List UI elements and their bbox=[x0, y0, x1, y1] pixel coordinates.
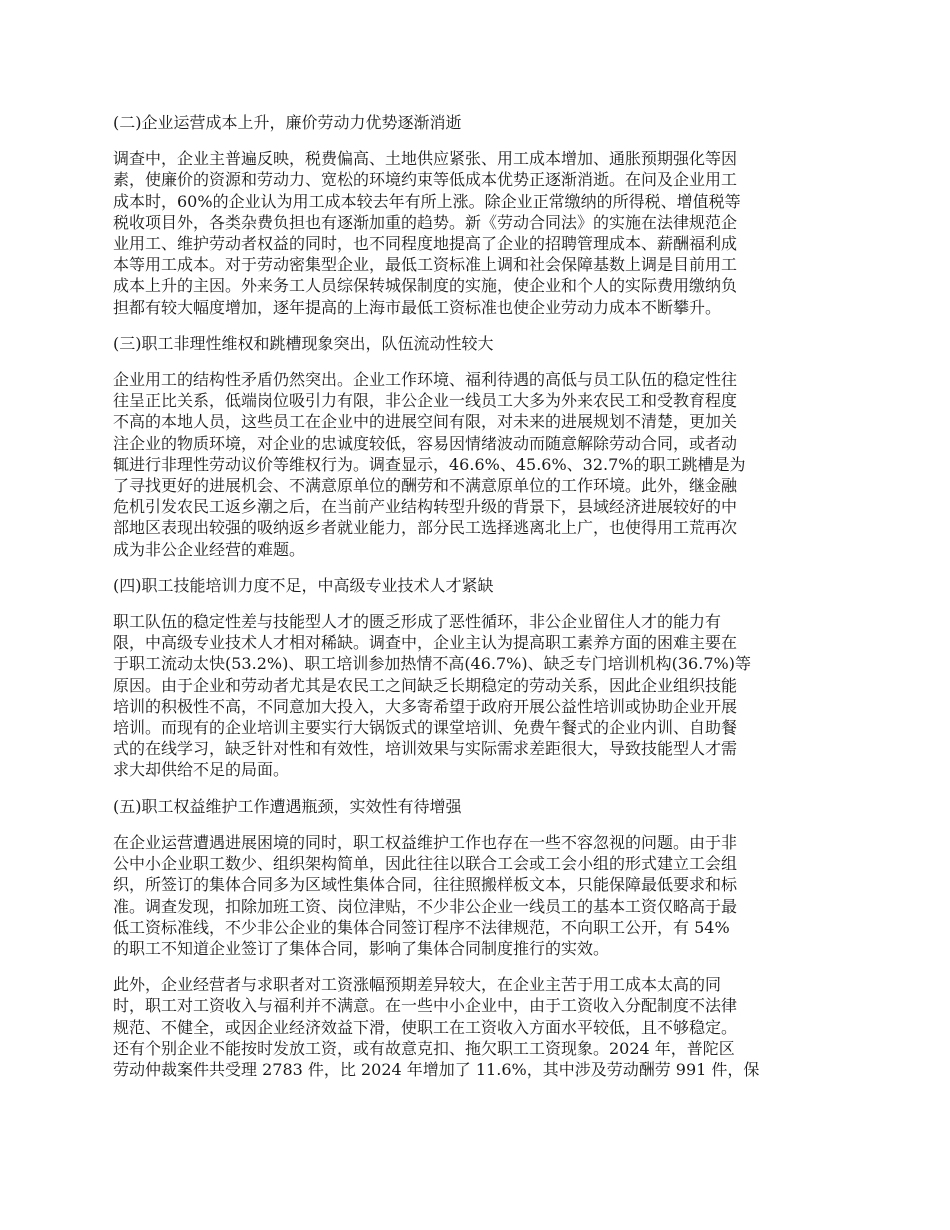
text-line: 了寻找更好的进展机会、不满意原单位的酬劳和不满意原单位的工作环境。此外，继金融 bbox=[113, 476, 738, 496]
text-line: 还有个别企业不能按时发放工资，或有故意克扣、拖欠职工工资现象。2024 年，普陀区 bbox=[113, 1038, 735, 1058]
text-line: 原因。由于企业和劳动者尤其是农民工之间缺乏长期稳定的劳动关系，因此企业组织技能 bbox=[113, 675, 738, 695]
text-line: 不高的本地人员，这些员工在企业中的进展空间有限，对未来的进展规划不清楚，更加关 bbox=[113, 412, 738, 432]
text-line: 的职工不知道企业签订了集体合同，影响了集体合同制度推行的实效。 bbox=[113, 938, 610, 958]
text-line: 素，使廉价的资源和劳动力、宽松的环境约束等低成本优势正逐渐消逝。在问及企业用工 bbox=[113, 170, 738, 190]
text-line: 规范、不健全，或因企业经济效益下滑，使职工在工资收入方面水平较低，且不够稳定。 bbox=[113, 1017, 738, 1037]
text-line: 企业用工的结构性矛盾仍然突出。企业工作环境、福利待遇的高低与员工队伍的稳定性往 bbox=[113, 370, 738, 390]
text-line: 往呈正比关系，低端岗位吸引力有限，非公企业一线员工大多为外来农民工和受教育程度 bbox=[113, 391, 738, 411]
text-line: 成为非公企业经营的难题。 bbox=[113, 539, 306, 559]
document-page bbox=[113, 112, 838, 1095]
text-line: 职工队伍的稳定性差与技能型人才的匮乏形成了恶性循环，非公企业留住人才的能力有 bbox=[113, 612, 722, 632]
text-line: 求大却供给不足的局面。 bbox=[113, 760, 290, 780]
paragraph bbox=[113, 974, 838, 1080]
section-heading: (四)职工技能培训力度不足，中高级专业技术人才紧缺 bbox=[113, 575, 494, 595]
paragraph bbox=[113, 148, 838, 318]
text-line: 注企业的物质环境，对企业的忠诚度较低，容易因情绪波动而随意解除劳动合同，或者动 bbox=[113, 433, 738, 453]
section-heading: (二)企业运营成本上升，廉价劳动力优势逐渐消逝 bbox=[113, 113, 462, 132]
text-line: 织，所签订的集体合同多为区域性集体合同，往往照搬样板文本，只能保障最低要求和标 bbox=[113, 875, 738, 895]
text-line: 业用工、维护劳动者权益的同时，也不同程度地提高了企业的招聘管理成本、薪酬福利成 bbox=[113, 234, 738, 254]
text-line: 调查中，企业主普遍反映，税费偏高、土地供应紧张、用工成本增加、通胀预期强化等因 bbox=[113, 149, 738, 169]
text-line: 危机引发农民工返乡潮之后，在当前产业结构转型升级的背景下，县域经济进展较好的中 bbox=[113, 497, 738, 517]
text-line: 此外，企业经营者与求职者对工资涨幅预期差异较大，在企业主苦于用工成本太高的同 bbox=[113, 975, 722, 995]
text-line: 在企业运营遭遇进展困境的同时，职工权益维护工作也存在一些不容忽视的问题。由于非 bbox=[113, 832, 738, 852]
text-line: 公中小企业职工数少、组织架构简单，因此往往以联合工会或工会小组的形式建立工会组 bbox=[113, 854, 738, 874]
paragraph bbox=[113, 832, 838, 959]
text-line: 辄进行非理性劳动议价等维权行为。调查显示，46.6%、45.6%、32.7%的职工跳槽是为 bbox=[113, 454, 746, 474]
paragraph bbox=[113, 369, 838, 560]
text-line: 培训的积极性不高，不同意加大投入，大多寄希望于政府开展公益性培训或协助企业开展 bbox=[113, 696, 738, 716]
paragraph bbox=[113, 611, 838, 781]
section-heading: (五)职工权益维护工作遭遇瓶颈，实效性有待增强 bbox=[113, 796, 462, 816]
text-line: 本等用工成本。对于劳动密集型企业，最低工资标准上调和社会保障基数上调是目前用工 bbox=[113, 255, 738, 275]
text-line: 成本上升的主因。外来务工人员综保转城保制度的实施，使企业和个人的实际费用缴纳负 bbox=[113, 276, 738, 296]
text-line: 时，职工对工资收入与福利并不满意。在一些中小企业中，由于工资收入分配制度不法律 bbox=[113, 996, 738, 1016]
text-line: 成本时，60%的企业认为用工成本较去年有所上涨。除企业正常缴纳的所得税、增值税等 bbox=[113, 191, 741, 211]
text-line: 于职工流动太快(53.2%)、职工培训参加热情不高(46.7%)、缺乏专门培训机构(36.7%)等 bbox=[113, 654, 751, 674]
text-line: 准。调查发现，扣除加班工资、岗位津贴，不少非公企业一线员工的基本工资仅略高于最 bbox=[113, 896, 738, 916]
text-line: 担都有较大幅度增加，逐年提高的上海市最低工资标准也使企业劳动力成本不断攀升。 bbox=[113, 297, 722, 317]
text-line: 税收项目外，各类杂费负担也有逐渐加重的趋势。新《劳动合同法》的实施在法律规范企 bbox=[113, 212, 738, 232]
text-line: 低工资标准线，不少非公企业的集体合同签订程序不法律规范，不向职工公开，有 54% bbox=[113, 917, 730, 937]
text-line: 培训。而现有的企业培训主要实行大锅饭式的课堂培训、免费午餐式的企业内训、自助餐 bbox=[113, 718, 738, 738]
text-line: 式的在线学习，缺乏针对性和有效性，培训效果与实际需求差距很大，导致技能型人才需 bbox=[113, 739, 738, 759]
text-line: 限，中高级专业技术人才相对稀缺。调查中，企业主认为提高职工素养方面的困难主要在 bbox=[113, 633, 738, 653]
section-heading: (三)职工非理性维权和跳槽现象突出，队伍流动性较大 bbox=[113, 333, 494, 353]
text-line: 劳动仲裁案件共受理 2783 件，比 2024 年增加了 11.6%，其中涉及劳动酬劳 991 件，保 bbox=[113, 1059, 760, 1079]
text-line: 部地区表现出较强的吸纳返乡者就业能力，部分民工选择逃离北上广，也使得用工荒再次 bbox=[113, 518, 738, 538]
